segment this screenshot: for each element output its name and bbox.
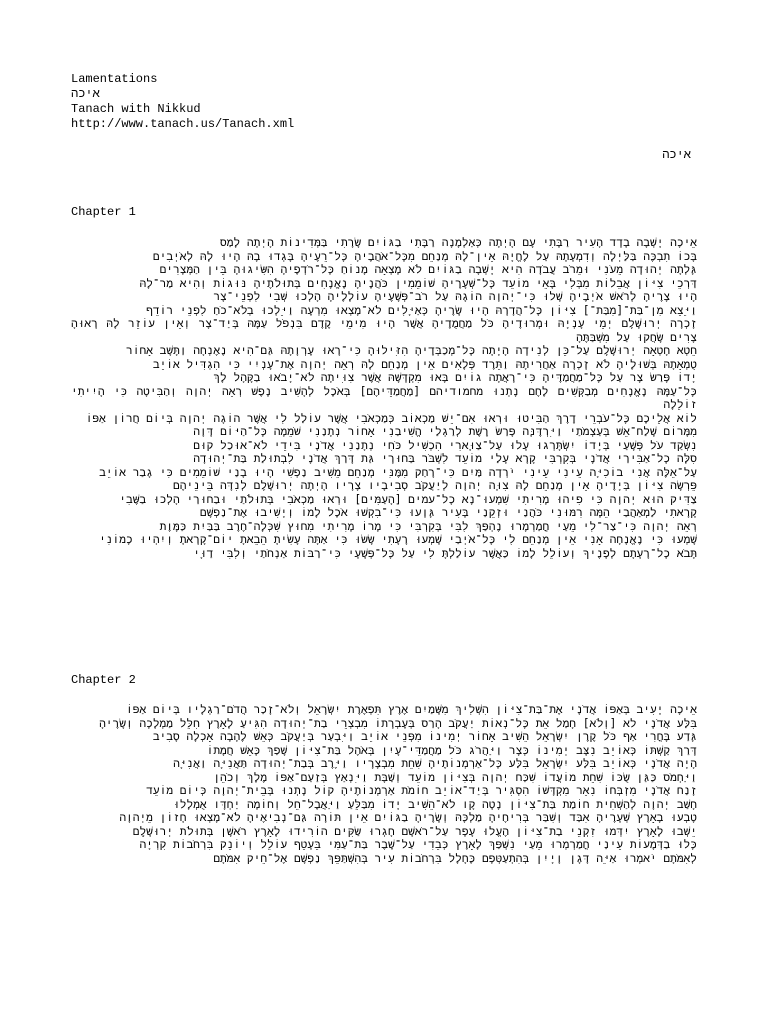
verse-line: לוֹא אֲלֵיכֶם כָּל־עֹבְרֵי דֶרֶךְ הַבִּיטוּ וּרְאוּ אִם־יֵשׁ מַכְאוֹב כְּמַכְאֹבִי אֲשֶׁר עוֹלַל לִי אֲשֶׁר הוֹגָה יְהוָה בְּיוֹם חֲרוֹן אַפּוֹ [85,411,697,425]
chapter-1-verses [71,236,697,560]
verse-line: קָרָאתִי לַמְאַהֲבַי הֵמָּה רִמּוּנִי כֹּהֲנַי וּזְקֵנַי בָּעִיר גָּוָעוּ כִּי־בִקְשׁוּ אֹכֶל לָמוֹ וְיָשִׁיבוּ אֶת־נַפְשָׁם [199,506,697,519]
verse-line: טֻמְאָתָהּ בְּשׁוּלֶיהָ לֹא זָכְרָה אַחֲרִיתָהּ וַתֵּרֶד פְּלָאִים אֵין מְנַחֵם לָהּ רְאֵה יְהוָה אֶת־עָנְיִי כִּי הִגְדִּיל אוֹיֵב [152,357,697,371]
verse-line: טָבְעוּ בָאָרֶץ שְׁעָרֶיהָ אִבַּד וְשִׁבַּר בְּרִיחֶיהָ מַלְכָּהּ וְשָׂרֶיהָ בַגּוֹיִם אֵין תּוֹרָה גַּם־נְבִיאֶיהָ לֹא־מָצְאוּ חָזוֹן מֵיְהוָה [119,811,697,824]
verse-line: בָּכוֹ תִבְכֶּה בַּלַּיְלָה וְדִמְעָתָהּ עַל לֶחֱיָהּ אֵין־לָהּ מְנַחֵם מִכָּל־אֹהֲבֶיהָ כָּל־רֵעֶיהָ בָּגְדוּ בָהּ הָיוּ לָהּ לְאֹיְבִים [152,249,697,263]
source-url: http://www.tanach.us/Tanach.xml [71,117,295,131]
verse-line: כָּל־עַמָּהּ נֶאֱנָחִים מְבַקְּשִׁים לֶחֶם נָתְנוּ מחמודיהם [מַחֲמַדֵּיהֶם] בְּאֹכֶל לְהָשִׁיב נָפֶשׁ רְאֵה יְהוָה וְהַבִּיטָה כִּי הָיִיתִי זוֹלֵלָה [71,384,697,411]
verse-line: סִלָּה כָל־אַבִּירַי אֲדֹנָי בְּקִרְבִּי קָרָא עָלַי מוֹעֵד לִשְׁבֹּר בַּחוּרָי גַּת דָּרַךְ אֲדֹנָי לִבְתוּלַת בַּת־יְהוּדָה [193,452,697,465]
verse-line: חָשַׁב יְהוָה לְהַשְׁחִית חוֹמַת בַּת־צִיּוֹן נָטָה קָו לֹא־הֵשִׁיב יָדוֹ מִבַּלֵּעַ וַיַּאֲבֶל־חֵל וְחוֹמָה יַחְדָּו אֻמְלָלוּ [173,797,697,811]
chapter-heading-1: Chapter 1 [71,205,136,219]
verse-line: חֵטְא חָטְאָה יְרוּשָׁלַ‍ִם עַל־כֵּן לְנִידָה הָיָתָה כָּל־מְכַבְּדֶיהָ הִזִּילוּהָ כִּי־רָאוּ עֶרְוָתָהּ גַּם־הִיא נֶאֶנְחָה וַתָּשָׁב אָחוֹר [126,344,697,357]
verse-line: בִּלַּע אֲדֹנָי לא [וְלֹא] חָמַל אֵת כָּל־נְאוֹת יַעֲקֹב הָרַס בְּעֶבְרָתוֹ מִבְצְרֵי בַת־יְהוּדָה הִגִּיעַ לָאָרֶץ חִלֵּל מַמְלָכָה וְשָׂרֶיהָ [99,716,697,730]
verse-line: דַּרְכֵי צִיּוֹן אֲבֵלוֹת מִבְּלִי בָּאֵי מוֹעֵד כָּל־שְׁעָרֶיהָ שׁוֹמֵמִין כֹּהֲנֶיהָ נֶאֱנָחִים בְּתוּלֹתֶיהָ נּוּגוֹת וְהִיא מַר־לָהּ [139,276,697,290]
verse-line: תָּבֹא כָל־רָעָתָם לְפָנֶיךָ וְעוֹלֵל לָמוֹ כַּאֲשֶׁר עוֹלַלְתָּ לִי עַל כָּל־פְּשָׁעָי כִּי־רַבּוֹת אַנְחֹתַי וְלִבִּי דַוָּי [193,546,697,560]
verse-line: כָּלוּ בַדְּמָעוֹת עֵינַי חֳמַרְמְרוּ מֵעַי נִשְׁפַּךְ לָאָרֶץ כְּבֵדִי עַל־שֶׁבֶר בַּת־עַמִּי בֵּעָטֵף עוֹלֵל וְיוֹנֵק בִּרְחֹבוֹת קִרְיָה [139,838,697,851]
verse-line: שָׁמְעוּ כִּי נֶאֱנָחָה אָנִי אֵין מְנַחֵם לִי כָּל־אֹיְבַי שָׁמְעוּ רָעָתִי שָׂשׂוּ כִּי אַתָּה עָשִׂיתָ הֵבֵאתָ יוֹם־קָרָאתָ וְיִהְיוּ כָמוֹנִי [99,533,697,546]
verse-line: יֵשְׁבוּ לָאָרֶץ יִדְּמוּ זִקְנֵי בַת־צִיּוֹן הֶעֱלוּ עָפָר עַל־רֹאשָׁם חָגְרוּ שַׂקִּים הוֹרִידוּ לָאָרֶץ רֹאשָׁן בְּתוּלֹת יְרוּשָׁלָ‍ִם [132,824,697,838]
verse-line: הָיָה אֲדֹנָי כְּאוֹיֵב בִּלַּע יִשְׂרָאֵל בִּלַּע כָּל־אַרְמְנוֹתֶיהָ שִׁחֵת מִבְצָרָיו וַיֶּרֶב בְּבַת־יְהוּדָה תַּאֲנִיָּה וַאֲנִיָּה [173,757,697,770]
verse-line: נִשְׂקַד עֹל פְּשָׁעַי בְּיָדוֹ יִשְׂתָּרְגוּ עָלוּ עַל־צַוָּארִי הִכְשִׁיל כֹּחִי נְתָנַנִי אֲדֹנָי בִּידֵי לֹא־אוּכַל קוּם [193,438,697,452]
book-title-english: Lamentations [71,72,158,86]
verse-line: זָנַח אֲדֹנָי מִזְבְּחוֹ נִאֵר מִקְדָּשׁוֹ הִסְגִּיר בְּיַד־אוֹיֵב חוֹמֹת אַרְמְנוֹתֶיהָ קוֹל נָתְנוּ בְּבֵית־יְהוָה כְּיוֹם מוֹעֵד [146,784,697,797]
verse-line: יָדוֹ פָּרַשׂ צָר עַל כָּל־מַחֲמַדֶּיהָ כִּי־רָאֲתָה גוֹיִם בָּאוּ מִקְדָּשָׁהּ אֲשֶׁר צִוִּיתָה לֹא־יָבֹאוּ בַקָּהָל לָךְ [213,371,697,384]
verse-line: רְאֵה יְהוָה כִּי־צַר־לִי מֵעַי חֳמַרְמָרוּ נֶהְפַּךְ לִבִּי בְּקִרְבִּי כִּי מָרוֹ מָרִיתִי מִחוּץ שִׁכְּלָה־חֶרֶב בַּבַּיִת כַּמָּוֶת [159,519,697,533]
verse-line: וַיֵּצֵא מִן־בַּת־[מִבַּת־] צִיּוֹן כָּל־הֲדָרָהּ הָיוּ שָׂרֶיהָ כְּאַיָּלִים לֹא־מָצְאוּ מִרְעֶה וַיֵּלְכוּ בְלֹא־כֹחַ לִפְנֵי רוֹדֵף [146,303,697,317]
document-title-hebrew: איכה [662,148,691,162]
document-header [71,72,691,132]
verse-line: עַל־אֵלֶּה אֲנִי בוֹכִיָּה עֵינִי עֵינִי יֹרְדָה מַּיִם כִּי־רָחַק מִמֶּנִּי מְנַחֵם מֵשִׁיב נַפְשִׁי הָיוּ בָנַי שׁוֹמֵמִים כִּי גָבַר אוֹיֵב [99,465,697,479]
verse-line: מִמָּרוֹם שָׁלַח־אֵשׁ בְּעַצְמֹתַי וַיִּרְדֶּנָּה פָּרַשׂ רֶשֶׁת לְרַגְלַי הֱשִׁיבַנִי אָחוֹר נְתָנַנִי שֹׁמֵמָה כָּל־הַיּוֹם דָּוָה [193,425,697,438]
verse-line: אֵיכָה יָעִיב בְּאַפּוֹ אֲדֹנָי אֶת־בַּת־צִיּוֹן הִשְׁלִיךְ מִשָּׁמַיִם אֶרֶץ תִּפְאֶרֶת יִשְׂרָאֵל וְלֹא־זָכַר הֲדֹם־רַגְלָיו בְּיוֹם אַפּוֹ [126,703,697,716]
verse-line: הָיוּ צָרֶיהָ לְרֹאשׁ אֹיְבֶיהָ שָׁלוּ כִּי־יְהוָה הוֹגָהּ עַל רֹב־פְּשָׁעֶיהָ עוֹלָלֶיהָ הָלְכוּ שְׁבִי לִפְנֵי־צָר [213,290,697,303]
chapter-2-verses [71,703,697,865]
collection-name: Tanach with Nikkud [71,102,201,116]
book-title-hebrew: איכה [71,87,100,101]
verse-line: צַדִּיק הוּא יְהוָה כִּי פִיהוּ מָרִיתִי שִׁמְעוּ־נָא כָל־עמים [הָעַמִּים] וּרְאוּ מַכְאֹבִי בְּתוּלֹתַי וּבַחוּרַי הָלְכוּ בַשֶּׁבִי [119,492,697,506]
verse-line: פֵּרְשָׂה צִיּוֹן בְּיָדֶיהָ אֵין מְנַחֵם לָהּ צִוָּה יְהוָה לְיַעֲקֹב סְבִיבָיו צָרָיו הָיְתָה יְרוּשָׁלַ‍ִם לְנִדָּה בֵּינֵיהֶם [173,479,697,492]
verse-line: זָכְרָה יְרוּשָׁלַ‍ִם יְמֵי עָנְיָהּ וּמְרוּדֶיהָ כֹּל מַחֲמֻדֶיהָ אֲשֶׁר הָיוּ מִימֵי קֶדֶם בִּנְפֹל עַמָּהּ בְּיַד־צָר וְאֵין עוֹזֵר לָהּ רָאוּהָ צָרִים שָׂחֲקוּ עַל מִשְׁבַּתֶּהָ [71,317,697,344]
verse-line: גָּלְתָה יְהוּדָה מֵעֹנִי וּמֵרֹב עֲבֹדָה הִיא יָשְׁבָה בַגּוֹיִם לֹא מָצְאָה מָנוֹחַ כָּל־רֹדְפֶיהָ הִשִּׂיגוּהָ בֵּין הַמְּצָרִים [159,263,697,276]
verse-line: דָּרַךְ קַשְׁתּוֹ כְּאוֹיֵב נִצָּב יְמִינוֹ כְּצָר וַיַּהֲרֹג כֹּל מַחֲמַדֵּי־עָיִן בְּאֹהֶל בַּת־צִיּוֹן שָׁפַךְ כָּאֵשׁ חֲמָתוֹ [206,743,697,757]
verse-line: וַיַּחְמֹס כַּגַּן שֻׂכּוֹ שִׁחֵת מוֹעֲדוֹ שִׁכַּח יְהוָה בְּצִיּוֹן מוֹעֵד וְשַׁבָּת וַיִּנְאַץ בְּזַעַם־אַפּוֹ מֶלֶךְ וְכֹהֵן [213,770,697,784]
verse-line: לְאִמֹּתָם יֹאמְרוּ אַיֵּה דָּגָן וָיָיִן בְּהִתְעַטְּפָם כֶּחָלָל בִּרְחֹבוֹת עִיר בְּהִשְׁתַּפֵּךְ נַפְשָׁם אֶל־חֵיק אִמֹּתָם [213,851,697,865]
chapter-heading-2: Chapter 2 [71,673,136,687]
verse-line: אֵיכָה יָשְׁבָה בָדָד הָעִיר רַבָּתִי עָם הָיְתָה כְּאַלְמָנָה רַבָּתִי בַגּוֹיִם שָׂרָתִי בַּמְּדִינוֹת הָיְתָה לָמַס [220,236,697,249]
verse-line: גָּדַע בָּחֳרִי אַף כֹּל קֶרֶן יִשְׂרָאֵל הֵשִׁיב אָחוֹר יְמִינוֹ מִפְּנֵי אוֹיֵב וַיִּבְעַר בְּיַעֲקֹב כְּאֵשׁ לֶהָבָה אָכְלָה סָבִיב [152,730,697,743]
